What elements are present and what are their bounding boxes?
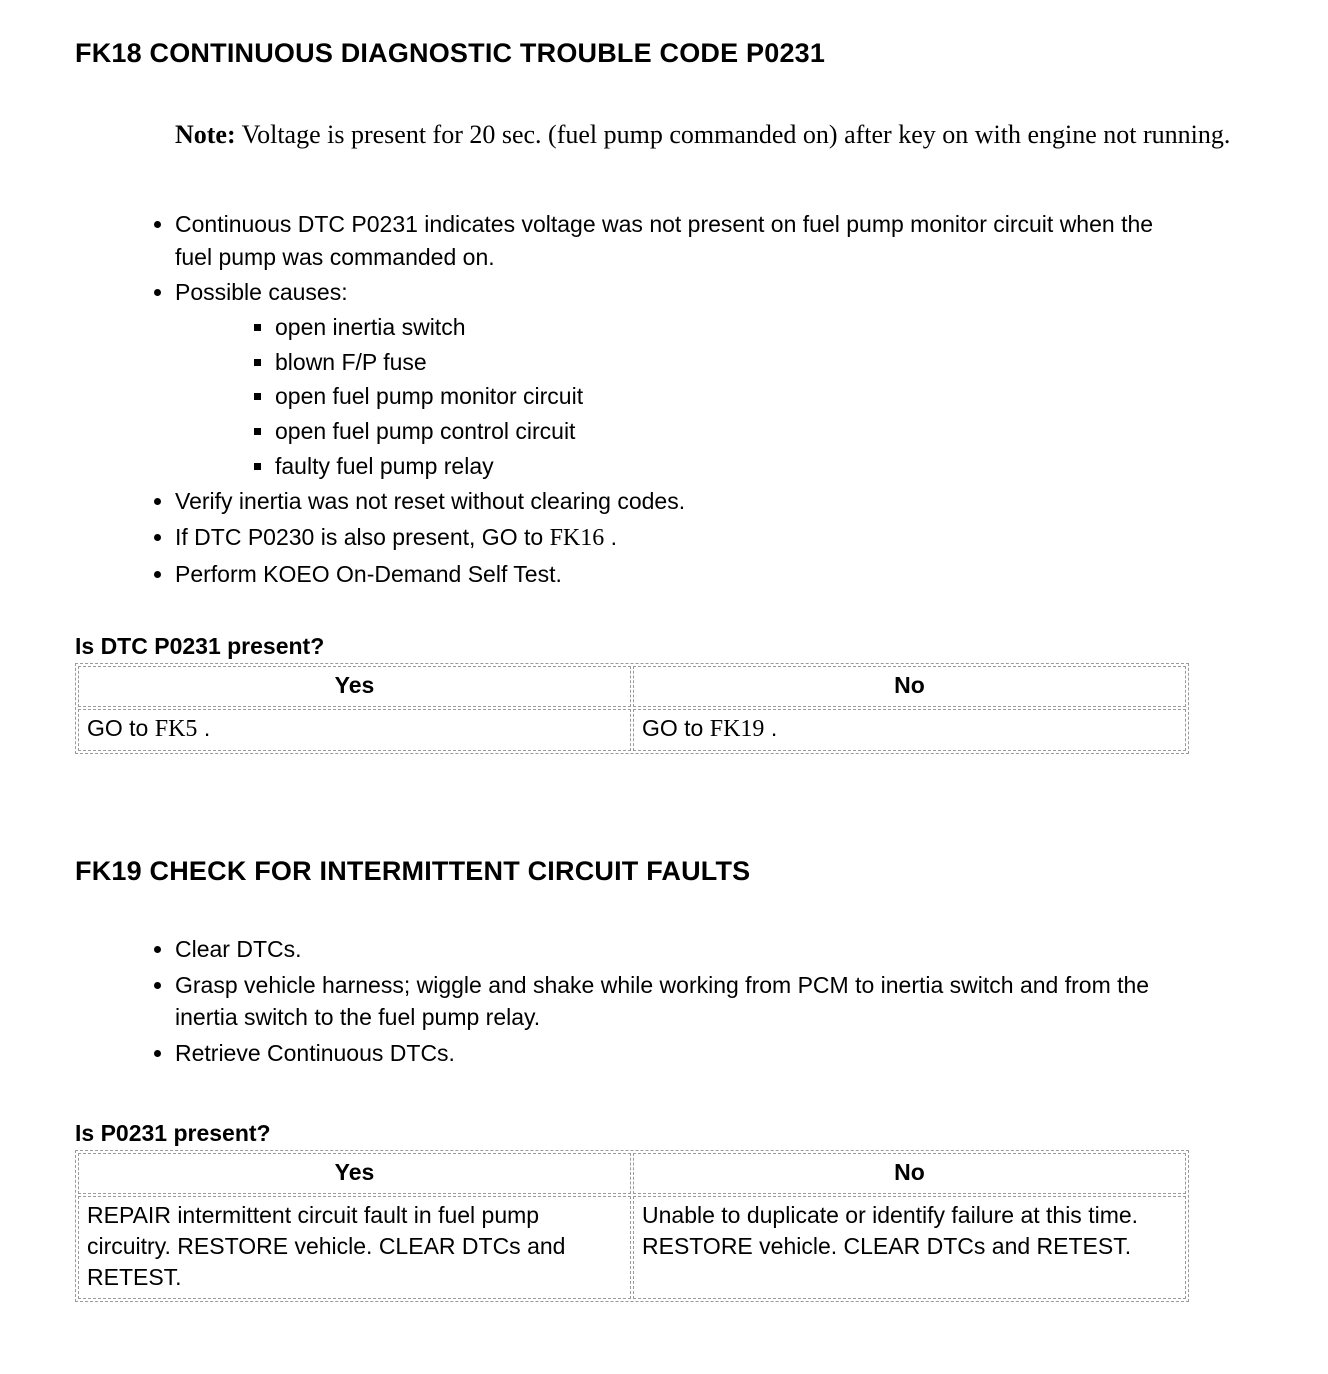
fk19-decision-table <box>75 1150 1189 1302</box>
cell-text: GO to <box>642 714 710 741</box>
possible-causes-list <box>175 311 1155 482</box>
no-cell: Unable to duplicate or identify failure at this time. RESTORE vehicle. CLEAR DTCs and RETEST. <box>633 1196 1186 1299</box>
bullet-text: Clear DTCs. <box>175 936 302 963</box>
note-text: Voltage is present for 20 sec. (fuel pump commanded on) after key on with engine not running. <box>235 120 1231 149</box>
list-item <box>275 450 1155 483</box>
cell-text: GO to <box>87 714 155 741</box>
list-item <box>175 969 1155 1034</box>
section-divider-space <box>75 754 1268 856</box>
section-fk18-title: FK18 CONTINUOUS DIAGNOSTIC TROUBLE CODE P0231 <box>75 38 826 68</box>
cell-text: . <box>197 714 211 741</box>
list-item <box>175 521 1155 555</box>
bullet-text: open fuel pump control circuit <box>275 418 576 445</box>
link-fk16[interactable]: FK16 <box>549 525 605 551</box>
fk18-bullet-list <box>75 208 1155 591</box>
bullet-text: open inertia switch <box>275 314 466 341</box>
section-fk19 <box>75 856 1268 1302</box>
yes-cell: REPAIR intermittent circuit fault in fuel pump circuitry. RESTORE vehicle. CLEAR DTCs and RETEST. <box>78 1196 631 1299</box>
bullet-text: Perform KOEO On-Demand Self Test. <box>175 561 562 588</box>
bullet-text: If DTC P0230 is also present, GO to <box>175 524 550 550</box>
list-item <box>175 558 1155 591</box>
bullet-text: faulty fuel pump relay <box>275 452 494 479</box>
table-row <box>78 1196 1186 1299</box>
section-fk19-title: FK19 CHECK FOR INTERMITTENT CIRCUIT FAULTS <box>75 856 751 887</box>
list-item <box>175 485 1155 518</box>
fk19-bullet-list <box>75 933 1155 1070</box>
table-header-row <box>78 1153 1186 1194</box>
note-label: Note: <box>175 120 236 149</box>
bullet-text: Verify inertia was not reset without clearing codes. <box>175 488 686 515</box>
list-item <box>175 933 1155 966</box>
fk18-note <box>175 117 1248 152</box>
list-item <box>175 1037 1155 1070</box>
list-item <box>275 380 1155 413</box>
bullet-text: Possible causes: <box>175 279 348 306</box>
fk19-question: Is P0231 present? <box>75 1119 271 1146</box>
fk18-question: Is DTC P0231 present? <box>75 632 325 659</box>
bullet-text: open fuel pump monitor circuit <box>275 383 584 410</box>
column-header-no: No <box>633 1153 1186 1194</box>
link-fk5[interactable]: FK5 <box>154 715 198 742</box>
bullet-text: Continuous DTC P0231 indicates voltage was not present on fuel pump monitor circuit when the fuel pump was commanded on. <box>175 211 1154 270</box>
bullet-text: Retrieve Continuous DTCs. <box>175 1040 455 1067</box>
table-row <box>78 709 1186 751</box>
column-header-no: No <box>633 666 1186 707</box>
no-cell <box>633 709 1186 751</box>
link-fk19[interactable]: FK19 <box>709 715 765 742</box>
bullet-text: . <box>604 524 618 550</box>
table-header-row <box>78 666 1186 707</box>
bullet-text: Grasp vehicle harness; wiggle and shake while working from PCM to inertia switch and from the inertia switch to the fuel pump relay. <box>175 971 1150 1031</box>
column-header-yes: Yes <box>78 1153 631 1194</box>
section-fk18 <box>75 38 1268 754</box>
list-item <box>175 276 1155 482</box>
bullet-text: blown F/P fuse <box>275 348 427 375</box>
fk18-decision-table <box>75 663 1189 754</box>
list-item <box>275 346 1155 379</box>
yes-cell <box>78 709 631 751</box>
cell-text: . <box>764 714 778 741</box>
list-item <box>275 415 1155 448</box>
column-header-yes: Yes <box>78 666 631 707</box>
list-item <box>175 208 1155 273</box>
list-item <box>275 311 1155 344</box>
